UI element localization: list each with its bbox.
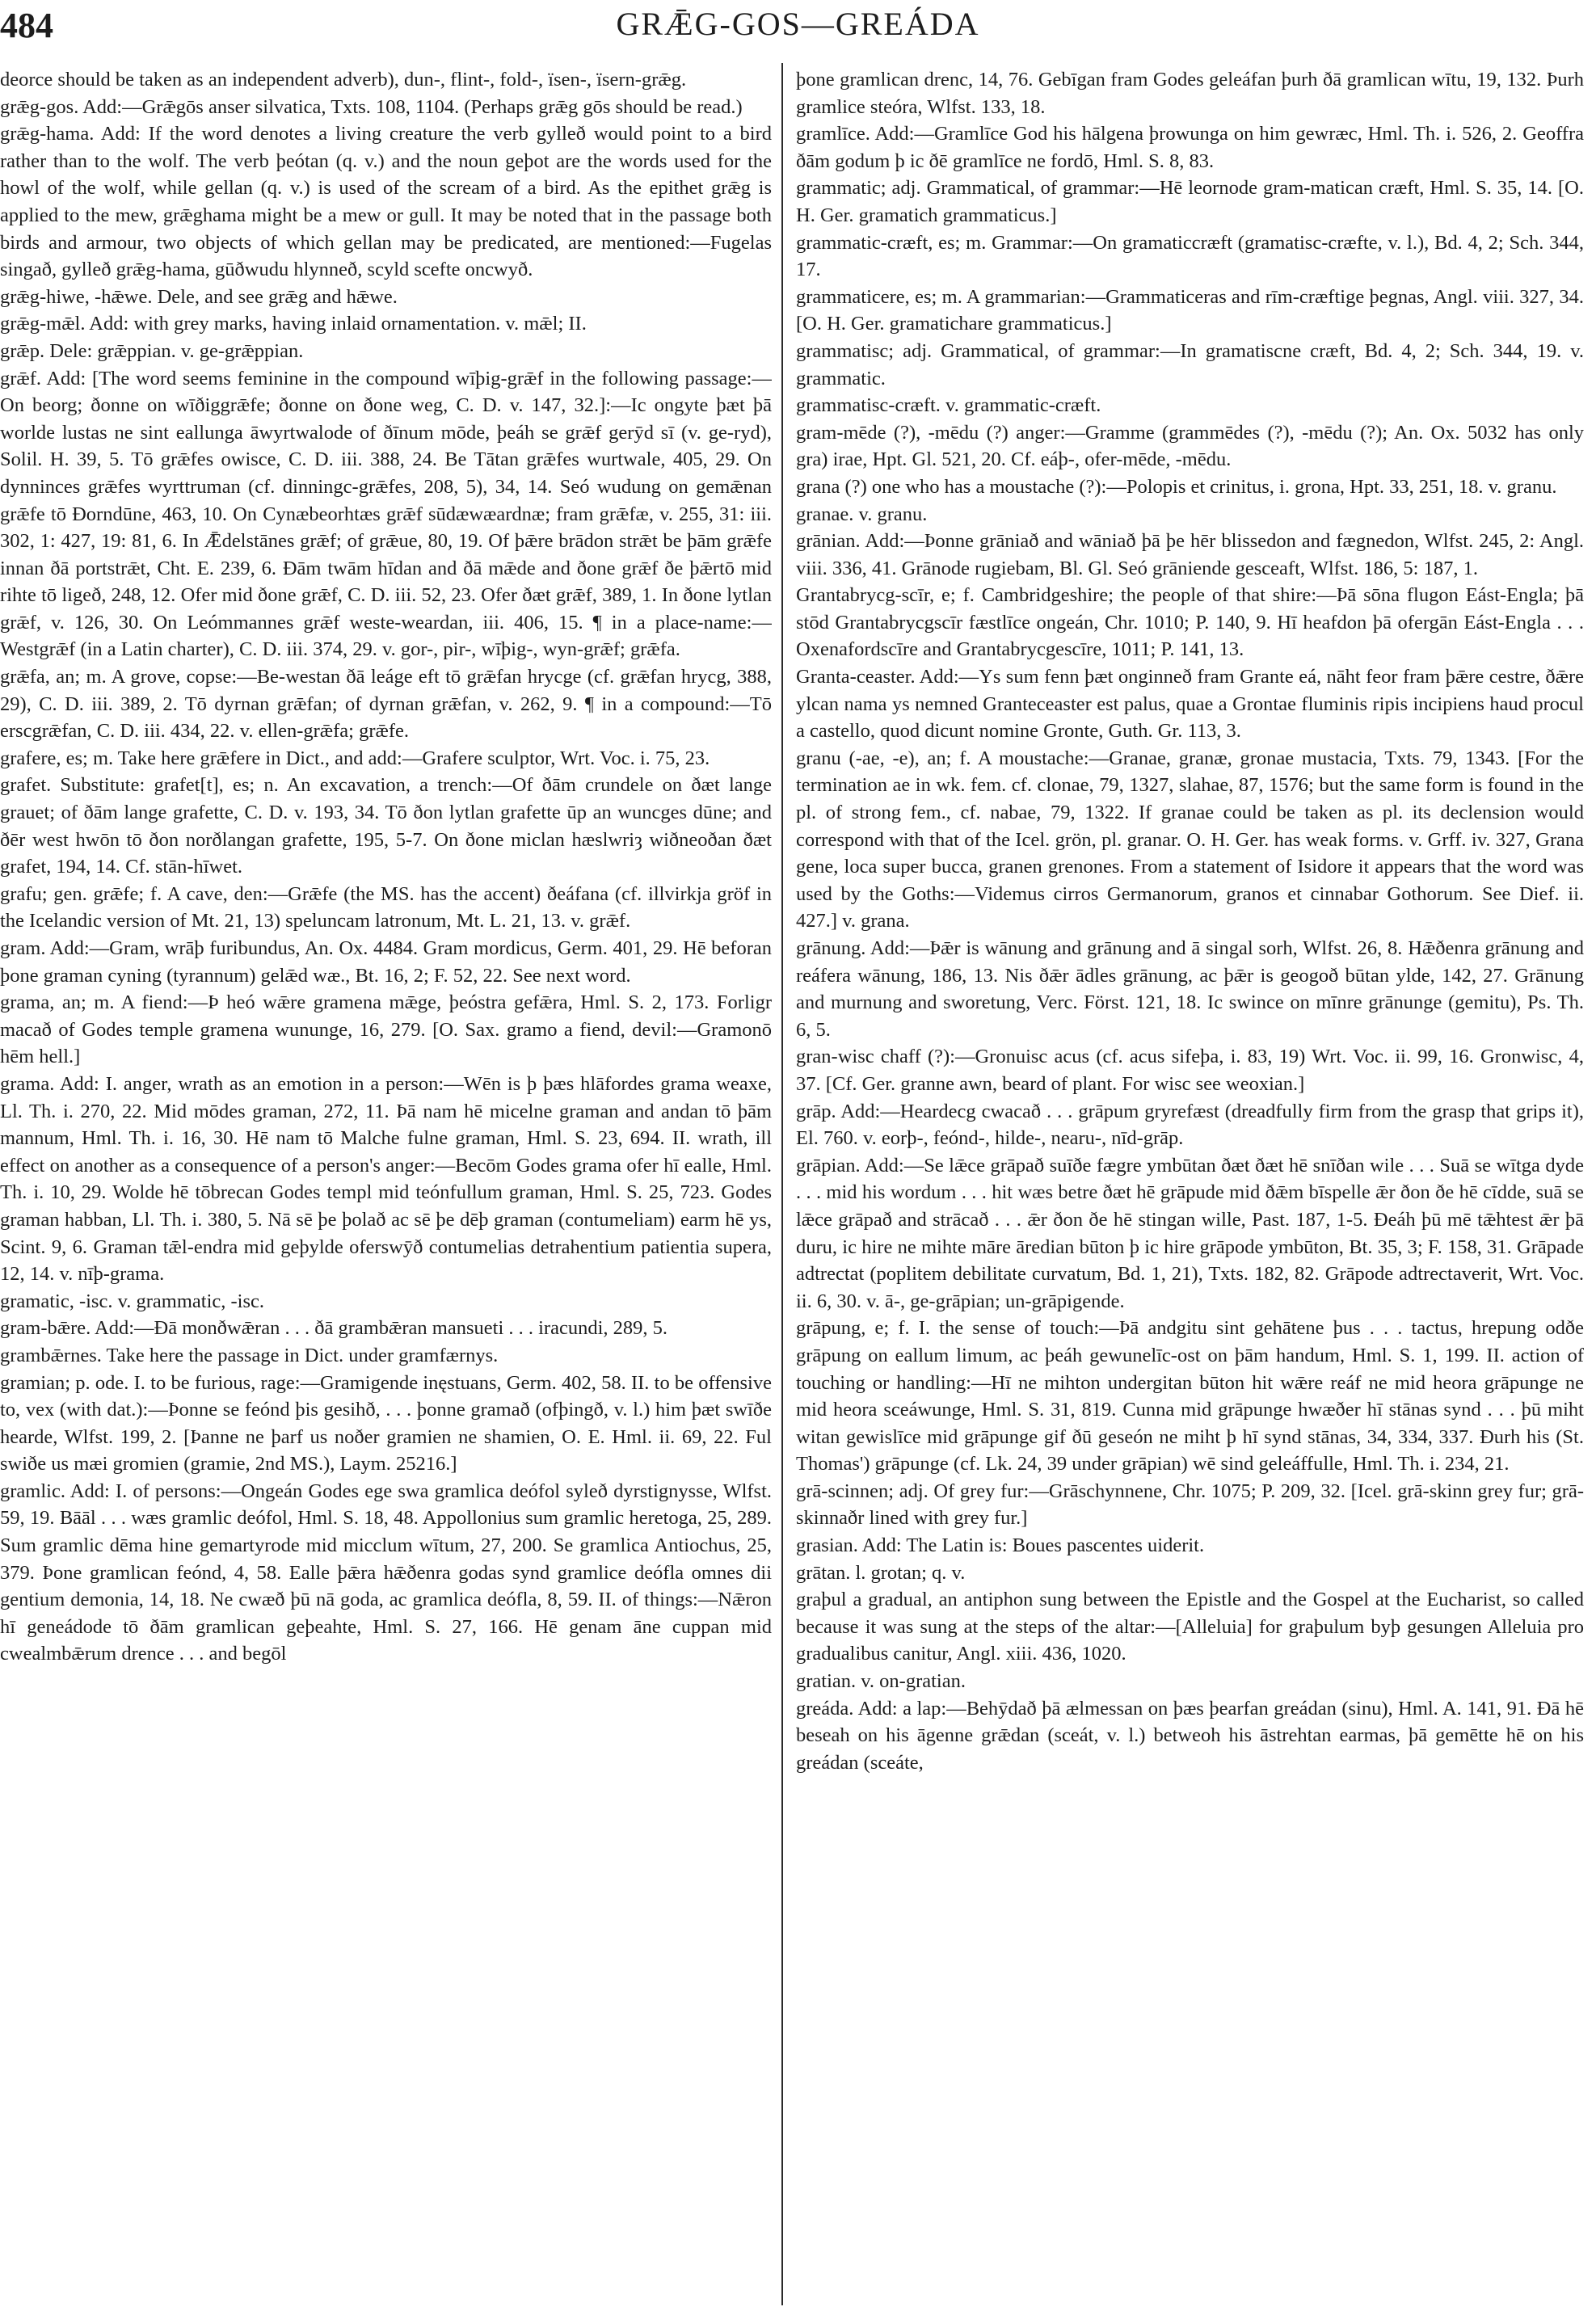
dictionary-entry: grama. Add: I. anger, wrath as an emotion in a person:—Wēn is þ þæs hlāfordes grama weaxe, Ll. Th. i. 270, 22. Mid mōdes graman, 272, 11. Þā nam hē micelne graman and andan tō þām mannum, Hml. Th. i. 16, 30. Hē nam tō Malche fulne graman, Hml. S. 23, 694. II. wrath, ill effect on another as a consequence of a person's anger:—Becōm Godes grama ofer hī ealle, Hml. Th. i. 10, 29. Wolde hē tōbrecan Godes templ mid teónfullum graman, Hml. S. 25, 723. Godes graman habban, Ll. Th. i. 380, 5. Nā sē þe þolað ac sē þe dēþ graman (contumeliam) earm hē ys, Scint. 9, 6. Graman tǣl-endra mid geþylde oferswȳð contumelias detrahentium patientia supera, 12, 14. v. nīþ-grama. xyxy=(0,1072,772,1286)
dictionary-entry: gramlic. Add: I. of persons:—Ongeán Godes ege swa gramlica deófol syleð dyrstignysse, Wlfst. 59, 19. Bāāl . . . wæs gramlic deófol, Hml. S. 18, 48. Appollonius sum gramlic heretoga, 25, 289. Sum gramlic dēma hine gemartyrode mid micclum wītum, 27, 200. Se gramlica Antiochus, 25, 379. Þone gramlican feónd, 4, 58. Ealle þǣra hǣðenra godas synd gramlice deófla omnes dii gentium demonia, 14, 18. Ne cwæð þū nā goda, ac gramlica deófla, 8, 59. II. of things:—Nǣron hī geneádode tō ðām gramlican geþeahte, Hml. S. 27, 166. Hē genam āne cuppan mid cwealmbǣrum drence . . . and begōl xyxy=(0,1480,772,1665)
dictionary-entry: gran-wisc chaff (?):—Gronuisc acus (cf. acus sifeþa, i. 83, 19) Wrt. Voc. ii. 99, 16. Gronwisc, 4, 37. [Cf. Ger. granne awn, beard of plant. For wisc see weoxian.] xyxy=(796,1046,1584,1095)
dictionary-entry: greáda. Add: a lap:—Behȳdað þā ælmessan on þæs þearfan greádan (sinu), Hml. A. 141, 91. Ðā hē beseah on his āgenne grǣdan (sceát, v. l.) betweoh his āstrehtan earmas, þā gemētte hē on his greádan (sceáte, xyxy=(796,1697,1584,1774)
running-head: GRǢG-GOS—GREÁDA xyxy=(616,6,980,42)
dictionary-entry: grammatisc; adj. Grammatical, of grammar:—In gramatiscne cræft, Bd. 4, 2; Sch. 344, 19. v. grammatic. xyxy=(796,339,1584,389)
dictionary-entry: Grantabrycg-scīr, e; f. Cambridgeshire; the people of that shire:—Þā sōna flugon Eást-Engla; þā stōd Grantabrycgscīr fæstlīce ongeán, Chr. 1010; P. 140, 9. Hī heafdon þā ofergān Eást-Engla . . . Oxenafordscīre and Grantabrycgescīre, 1011; P. 141, 13. xyxy=(796,584,1584,661)
dictionary-entry: grāp. Add:—Heardecg cwacað . . . grāpum gryrefæst (dreadfully firm from the grasp that grips it), El. 760. v. eorþ-, feónd-, hilde-, nearu-, nīd-grāp. xyxy=(796,1100,1584,1150)
left-column xyxy=(0,66,772,2305)
dictionary-entry: grānian. Add:—Þonne grāniað and wāniað þā þe hēr blissedon and fægnedon, Wlfst. 245, 2: Angl. viii. 336, 41. Grānode rugiebam, Bl. Gl. Seó grāniende gesceaft, Wlfst. 186, 5: 187, 1. xyxy=(796,530,1584,579)
dictionary-entry: grǣg-hama. Add: If the word denotes a living creature the verb gylleð would point to a bird rather than to the wolf. The verb þeótan (q. v.) and the noun geþot are the words used for the howl of the wolf, while gellan (q. v.) is used of the scream of a bird. As the epithet grǣg is applied to the mew, grǣghama might be a mew or gull. It may be noted that in the passage both birds and armour, two objects of which gellan may be predicated, are mentioned:—Fugelas singað, gylleð grǣg-hama, gūðwudu hlynneð, scyld scefte oncwyð. xyxy=(0,123,772,281)
dictionary-entry: Granta-ceaster. Add:—Ys sum fenn þæt onginneð fram Grante eá, nāht feor fram þǣre cestre, ðǣre ylcan nama ys nemned Granteceaster est palus, quae a Grontae fluminis ripis incipiens haud procul a castello, quod dicunt nomine Gronte, Guth. Gr. 113, 3. xyxy=(796,666,1584,743)
dictionary-entry: grǣg-gos. Add:—Grǣgōs anser silvatica, Txts. 108, 1104. (Perhaps grǣg gōs should be read.) xyxy=(0,95,743,118)
dictionary-entry: grambǣrnes. Take here the passage in Dict. under gramfærnys. xyxy=(0,1344,499,1366)
dictionary-entry: grasian. Add: The Latin is: Boues pascentes uiderit. xyxy=(796,1534,1205,1557)
dictionary-entry: grǣfa, an; m. A grove, copse:—Be-westan ðā leáge eft tō grǣfan hrycge (cf. grǣfan hrycg, 388, 29), C. D. iii. 389, 2. Tō dyrnan grǣfan; of dyrnan grǣfan, v. 262, 9. ¶ in a compound:—Tō erscgrǣfan, C. D. iii. 434, 22. v. ellen-grǣfa; grǣfe. xyxy=(0,666,772,743)
dictionary-entry: grafere, es; m. Take here grǣfere in Dict., and add:—Grafere sculptor, Wrt. Voc. i. 75, 23. xyxy=(0,747,710,769)
dictionary-entry: grammatic-cræft, es; m. Grammar:—On gramaticcræft (gramatisc-cræfte, v. l.), Bd. 4, 2; Sch. 344, 17. xyxy=(796,231,1584,281)
page-number: 484 xyxy=(0,6,53,45)
dictionary-entry: grafu; gen. grǣfe; f. A cave, den:—Grǣfe (the MS. has the accent) ðeáfana (cf. illvirkja gröf in the Icelandic version of Mt. 21, 13) speluncam latronum, Mt. L. 21, 13. v. grǣf. xyxy=(0,882,772,932)
dictionary-entry: grammaticere, es; m. A grammarian:—Grammaticeras and rīm-cræftige þegnas, Angl. viii. 327, 34. [O. H. Ger. gramatichare grammaticus.] xyxy=(796,285,1584,335)
dictionary-entry: grā-scinnen; adj. Of grey fur:—Grāschynnene, Chr. 1075; P. 209, 32. [Icel. grā-skinn grey fur; grā-skinnaðr lined with grey fur.] xyxy=(796,1480,1584,1530)
dictionary-entry: gram-mēde (?), -mēdu (?) anger:—Gramme (grammēdes (?), -mēdu (?); An. Ox. 5032 has only gra) irae, Hpt. Gl. 521, 20. Cf. eáþ-, ofer-mēde, -mēdu. xyxy=(796,421,1584,471)
dictionary-entry: gram-bǣre. Add:—Ðā monðwǣran . . . ðā grambǣran mansueti . . . iracundi, 289, 5. xyxy=(0,1317,668,1340)
dictionary-entry: gratian. v. on-gratian. xyxy=(796,1670,966,1693)
dictionary-entry: granu (-ae, -e), an; f. A moustache:—Granae, granæ, gronae mustacia, Txts. 79, 1343. [For the termination ae in wk. fem. cf. clonae, 79, 1327, slahae, 87, 1576; but the same form is found in the pl. of strong fem., cf. nabae, 79, 1322. If granae could be taken as pl. its declension would correspond with that of the Icel. grön, pl. granar. O. H. Ger. has weak forms. v. Grff. iv. 327, Grana gene, loca super bucca, granen grenones. From a statement of Isidore it appears that the word was used by the Goths:—Videmus cirros Germanorum, granos et cinnabar Gothorum. See Dief. ii. 427.] v. grana. xyxy=(796,747,1584,932)
dictionary-entry: grǣg-mǣl. Add: with grey marks, having inlaid ornamentation. v. mǣl; II. xyxy=(0,313,587,335)
dictionary-entry: grānung. Add:—Þǣr is wānung and grānung and ā singal sorh, Wlfst. 26, 8. Hǣðenra grānung and reáfera wānung, 186, 13. Nis ðǣr ādles grānung, ac þǣr is geogoð būtan ylde, 142, 27. Grānung and murnung and sworetung, Verc. Först. 121, 18. Ic swince on mīnre grānunge (gemitu), Ps. Th. 6, 5. xyxy=(796,937,1584,1041)
dictionary-entry: grana (?) one who has a moustache (?):—Polopis et crinitus, i. grona, Hpt. 33, 251, 18. v. granu. xyxy=(796,475,1557,498)
dictionary-entry: grǣp. Dele: grǣppian. v. ge-grǣppian. xyxy=(0,339,304,362)
dictionary-entry: grama, an; m. A fiend:—Þ heó wǣre gramena mǣge, þeóstra gefǣra, Hml. S. 2, 173. Forligr macað of Godes temple gramena wununge, 16, 279. [O. Sax. gramo a fiend, devil:—Gramonō hēm hell.] xyxy=(0,991,772,1068)
page-header xyxy=(0,0,1596,57)
dictionary-entry: þone gramlican drenc, 14, 76. Gebīgan fram Godes geleáfan þurh ðā gramlican wītu, 19, 132. Þurh gramlice steóra, Wlfst. 133, 18. xyxy=(796,69,1584,118)
dictionary-entry: gramian; p. ode. I. to be furious, rage:—Gramigende inęstuans, Germ. 402, 58. II. to be offensive to, vex (with dat.):—Þonne se feónd þis gesihð, . . . þonne gramað (ofþingð, v. l.) him þæt swīðe hearde, Wlfst. 199, 2. [Þanne ne þarf us noðer gramien ne shamien, O. E. Hml. ii. 69, 22. Ful swiðe us mæi gromien (gramie, 2nd MS.), Laym. 25216.] xyxy=(0,1371,772,1475)
dictionary-entry: granae. v. granu. xyxy=(796,503,928,525)
dictionary-entry: gram. Add:—Gram, wrāþ furibundus, An. Ox. 4484. Gram mordicus, Germ. 401, 29. Hē beforan þone graman cyning (tyrannum) gelǣd wæ., Bt. 16, 2; F. 52, 22. See next word. xyxy=(0,937,772,987)
dictionary-entry: graþul a gradual, an antiphon sung between the Epistle and the Gospel at the Eucharist, so called because it was sung at the steps of the altar:—[Alleluia] for graþulum byþ gesungen Alleluia pro gradualibus canitur, Angl. xiii. 436, 1020. xyxy=(796,1589,1584,1665)
right-column xyxy=(796,66,1584,2305)
dictionary-entry: grāpung, e; f. I. the sense of touch:—Þā andgitu sint gehātene þus . . . tactus, hrepung odðe grāpung on eallum limum, ac þeáh gewunelīc-ost on þām handum, Hml. S. 1, 199. II. action of touching or handling:—Hī ne mihton undergitan būton hit wǣre reáf ne mid heora grāpunge ne mid heora sceáwunge, Hml. S. 31, 819. Cunna mid grāpunge hwæðer hī stānas synd . . . þū miht witan gewislīce mid grāpunge gif ðū geseón ne miht þ hī synd stānas, 34, 334, 337. Ðurh his (St. Thomas') grāpunge (cf. Lk. 24, 39 under grāpian) wē sind geleáffulle, Hml. Th. i. 234, 21. xyxy=(796,1317,1584,1475)
dictionary-entry: grammatisc-cræft. v. grammatic-cræft. xyxy=(796,394,1101,417)
dictionary-entry: deorce should be taken as an independent adverb), dun-, flint-, fold-, ïsen-, ïsern-grǣg. xyxy=(0,69,687,91)
dictionary-entry: grāpian. Add:—Se lǣce grāpað suīðe fægre ymbūtan ðæt ðæt hē snīðan wile . . . Suā se wītga dyde . . . mid his wordum . . . hit wæs betre ðæt hē grāpude mid ðǣm bīspelle ǣr ðon ðe hē cīdde, suā se lǣce grāpað and strācað . . . ǣr ðon ðe hē stingan wille, Past. 187, 1-5. Ðeáh þū mē tǣhtest ǣr þā duru, ic hire ne mihte māre āredian būton þ ic hire grāpode ymbūton, Bt. 35, 3; F. 158, 31. Grāpade adtrectat (poplitem debilitate curvatum, Bd. 1, 21), Txts. 182, 82. Grāpode adtrectaverit, Wrt. Voc. ii. 6, 30. v. ā-, ge-grāpian; un-grāpigende. xyxy=(796,1154,1584,1312)
dictionary-entry: grammatic; adj. Grammatical, of grammar:—Hē leornode gram-matican cræft, Hml. S. 35, 14. [O. H. Ger. gramatich grammaticus.] xyxy=(796,177,1584,226)
dictionary-entry: grǣg-hiwe, -hǣwe. Dele, and see grǣg and hǣwe. xyxy=(0,285,398,308)
dictionary-entry: gramatic, -isc. v. grammatic, -isc. xyxy=(0,1290,264,1312)
dictionary-entry: grafet. Substitute: grafet[t], es; n. An excavation, a trench:—Of ðām crundele on ðæt lange grauet; of ðām lange grafette, C. D. v. 193, 34. Tō ðon lytlan grafette ūp an wuncges dūne; and ðēr west hwōn tō ðon norðlangan grafette, 195, 5-7. On ðone miclan hæslwriȝ wiðneoðan ðæt grafet, 194, 14. Cf. stān-hīwet. xyxy=(0,774,772,878)
dictionary-entry: grātan. l. grotan; q. v. xyxy=(796,1561,966,1584)
dictionary-entry: grǣf. Add: [The word seems feminine in the compound wīþig-grǣf in the following passage:—On beorg; ðonne on wīðiggrǣfe; ðonne on ðone weg, C. D. v. 147, 32.]:—Ic ongyte þæt þā worlde lustas ne sint eallunga āwyrtwalode of ðīnum mōde, þeáh se grǣf gerȳd sī (v. ge-ryd), Solil. H. 39, 5. Tō grǣfes owisce, C. D. iii. 388, 24. Be Tātan grǣfes wurtwale, 405, 29. On dynninces grǣfes wyrttruman (cf. dinningc-grǣfes, 208, 5), 34, 14. Seó wudung on gemǣnan grǣfe tō Ðorndūne, 463, 10. On Cynæbeorhtæs grǣf sūdæwæardnæ; fram grǣfæ, v. 255, 31: iii. 302, 1: 427, 19: 81, 6. In Ǣdelstānes grǣf; of grǣue, 80, 19. Of þǣre brādon strǣt be þām grǣfe innan ðā portstrǣt, Cht. E. 239, 6. Ðām twām hīdan and ðā mǣde and ðone grǣf ðe þǣrtō mid rihte tō ligeð, 248, 12. Ofer mid ðone grǣf, C. D. iii. 52, 23. Ofer ðæt grǣf, 389, 1. In ðone lytlan grǣf, v. 126, 30. On Leómmannes grǣf weste-weardan, iii. 406, 15. ¶ in a place-name:—Westgrǣf (in a Latin charter), C. D. iii. 374, 29. v. gor-, pir-, wīþig-, wyn-grǣf; grǣfa. xyxy=(0,367,772,661)
column-divider xyxy=(781,63,783,2305)
dictionary-entry: gramlīce. Add:—Gramlīce God his hālgena þrowunga on him gewræc, Hml. Th. i. 526, 2. Geoffra ðām godum þ ic ðē gramlīce ne fordō, Hml. S. 8, 83. xyxy=(796,123,1584,172)
